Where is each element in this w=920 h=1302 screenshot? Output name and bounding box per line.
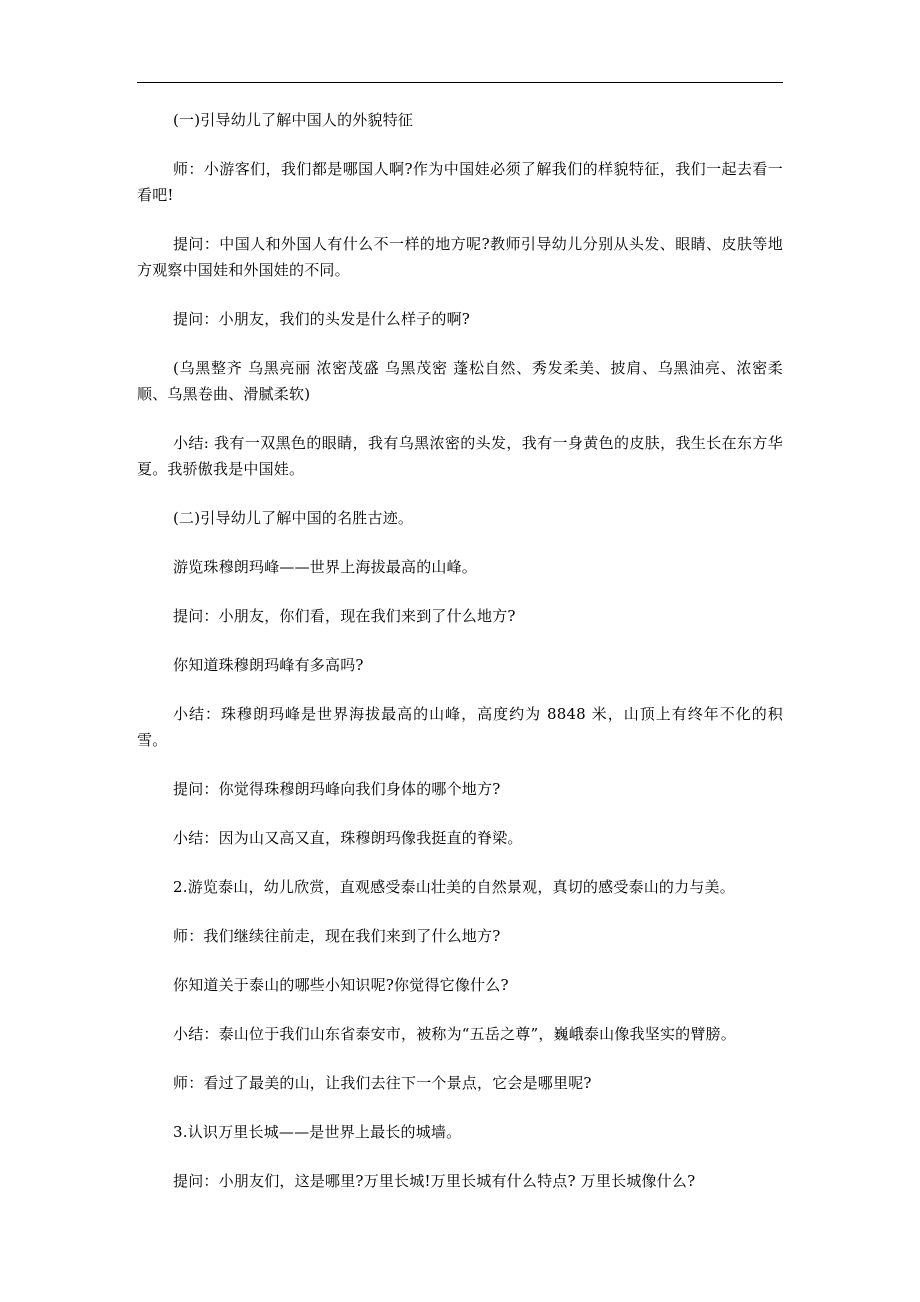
paragraph: 小结：珠穆朗玛峰是世界海拔最高的山峰，高度约为 8848 米，山顶上有终年不化的积雪。 <box>137 705 783 749</box>
section-heading-1: (一)引导幼儿了解中国人的外貌特征 <box>173 111 414 129</box>
paragraph: 师：看过了最美的山，让我们去往下一个景点，它会是哪里呢? <box>173 1074 592 1092</box>
paragraph: 小结: 我有一双黑色的眼睛，我有乌黑浓密的头发，我有一身黄色的皮肤，我生长在东方华夏。我骄傲我是中国娃。 <box>137 434 783 478</box>
paragraph: 提问：小朋友，我们的头发是什么样子的啊? <box>173 310 471 328</box>
paragraph: 3.认识万里长城——是世界上最长的城墙。 <box>173 1123 462 1141</box>
paragraph: 你知道关于泰山的哪些小知识呢?你觉得它像什么? <box>173 976 509 994</box>
document-body <box>137 107 783 1194</box>
header-rule <box>137 82 783 83</box>
paragraph: 提问：你觉得珠穆朗玛峰向我们身体的哪个地方? <box>173 780 501 798</box>
paragraph: 小结：泰山位于我们山东省泰安市，被称为“五岳之尊”，巍峨泰山像我坚实的臂膀。 <box>173 1025 736 1043</box>
section-heading-2: (二)引导幼儿了解中国的名胜古迹。 <box>173 509 414 527</box>
paragraph: 游览珠穆朗玛峰——世界上海拔最高的山峰。 <box>173 558 478 576</box>
paragraph: 师：我们继续往前走，现在我们来到了什么地方? <box>173 927 501 945</box>
paragraph: 师：小游客们，我们都是哪国人啊?作为中国娃必须了解我们的样貌特征，我们一起去看一看吧! <box>137 160 783 204</box>
paragraph: 2.游览泰山，幼儿欣赏，直观感受泰山壮美的自然景观，真切的感受泰山的力与美。 <box>173 878 735 896</box>
paragraph: 提问：小朋友，你们看，现在我们来到了什么地方? <box>173 607 516 625</box>
paragraph: (乌黑整齐 乌黑亮丽 浓密茂盛 乌黑茂密 蓬松自然、秀发柔美、披肩、乌黑油亮、浓密柔顺、乌黑卷曲、滑腻柔软) <box>137 359 783 403</box>
paragraph: 提问：小朋友们，这是哪里?万里长城!万里长城有什么特点? 万里长城像什么? <box>173 1172 696 1190</box>
paragraph: 小结：因为山又高又直，珠穆朗玛像我挺直的脊梁。 <box>173 829 523 847</box>
paragraph: 提问：中国人和外国人有什么不一样的地方呢?教师引导幼儿分别从头发、眼睛、皮肤等地方观察中国娃和外国娃的不同。 <box>137 235 783 279</box>
paragraph: 你知道珠穆朗玛峰有多高吗? <box>173 656 364 674</box>
